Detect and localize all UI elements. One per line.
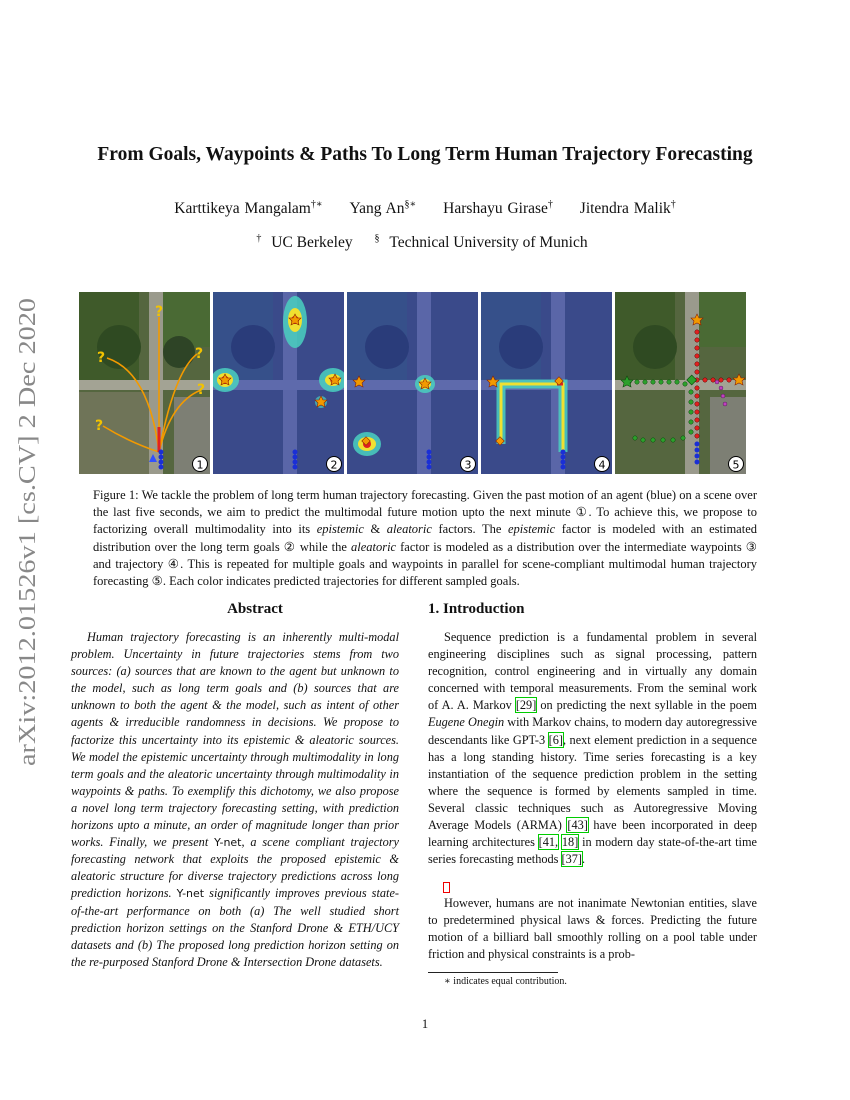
abstract-heading: Abstract <box>227 601 283 617</box>
arxiv-stamp-text: arXiv:2012.01526v1 [cs.CV] 2 Dec 2020 <box>14 360 41 766</box>
figure-caption: Figure 1: We tackle the problem of long term human trajectory forecasting. Given the past motion of an agent (blue) on a scene over the last five seconds, we aim to predict the multimodal future motion upto the next minute ①. To achieve this, we propose to factorizing overall multimodality into its epistemic & aleatoric factors. The epistemic factor is modeled with an estimated distribution over the long term goals ② while the aleatoric factor is modeled as a distribution over the intermediate waypoints ③ and trajectory ④. This is repeated for multiple goals and waypoints in parallel for scene-compliant multimodal human trajectory forecasting ⑤. Each color indicates predicted trajectories for different sampled goals. <box>93 488 757 589</box>
svg-text:2: 2 <box>330 458 338 472</box>
citation-link[interactable]: 18] <box>561 835 579 850</box>
svg-text:?: ? <box>195 346 204 362</box>
arxiv-identifier-stamp <box>2 290 46 770</box>
paper-title: From Goals, Waypoints & Paths To Long Term Human Trajectory Forecasting <box>97 144 753 165</box>
figure-panel-1 <box>79 292 210 474</box>
svg-text:?: ? <box>95 418 104 434</box>
author-list <box>40 199 810 218</box>
citation-link[interactable]: [43] <box>567 818 588 833</box>
svg-text:3: 3 <box>464 458 472 472</box>
section-heading-introduction: 1. Introduction <box>428 601 525 617</box>
svg-text:1: 1 <box>196 458 204 472</box>
citation-link[interactable]: [29] <box>515 698 537 713</box>
figure-panel-4 <box>481 292 612 474</box>
affiliation: § Technical University of Munich <box>374 233 588 252</box>
svg-text:4: 4 <box>598 458 606 472</box>
footnote: ∗ indicates equal contribution. <box>444 976 567 987</box>
figure-panel-3 <box>347 292 478 474</box>
abstract-body: Human trajectory forecasting is an inherently multi-modal problem. Uncertainty in future trajectories stems from two sources: (a) sources that are known to the agent but unknown to the model, such as long term goals and (b) sources that are unknown to both the agent & the model, such as intent of other agents & irreducible randomness in decisions. We propose to factorize this uncertainty into its epistemic & aleatoric sources. We model the epistemic uncertainty through multimodality in long term goals and the aleatoric uncertainty through multimodality in waypoints & paths. To exemplify this dichotomy, we also propose a novel long term trajectory forecasting setting, with prediction horizons upto a minute, an order of magnitude longer than prior works. Finally, we present Y-net, a scene compliant trajectory forecasting network that exploits the proposed epistemic & aleatoric structure for diverse trajectory predictions across long prediction horizons. Y-net significantly improves previous state-of-the-art performance on both (a) The well studied short prediction horizon settings on the Stanford Drone & ETH/UCY datasets and (b) The proposed long prediction horizon setting on the re-purposed Stanford Drone & Intersection Drone datasets. <box>71 630 399 969</box>
annotation-marker[interactable] <box>443 882 450 893</box>
svg-text:?: ? <box>197 382 206 398</box>
affiliation-list <box>40 233 810 252</box>
citation-link[interactable]: [37] <box>561 852 583 867</box>
footnote-divider <box>428 972 558 973</box>
intro-paragraph: Sequence prediction is a fundamental problem in several engineering disciplines such as signal processing, pattern recognition, control engineering and in virtually any domain concerned with temporal measurements. From the seminal work of A. A. Markov [29] on predicting the next syllable in the poem Eugene Onegin with Markov chains, to modern day autoregressive descendants like GPT-3 [6], next element prediction in a sequence has a long standing history. Time series forecasting is a key instantiation of the sequence prediction problem in the setting where the sequence is formed by elements sampled in time. Several classic techniques such as Autoregressive Moving Average Models (ARMA) [43] have been incorporated in deep learning architectures [41, 18] in modern day state-of-the-art time series forecasting methods [37]. <box>428 630 757 867</box>
author-name: Harshayu Girase† <box>443 199 553 218</box>
author-name: Jitendra Malik† <box>579 199 676 218</box>
figure-panel-2 <box>213 292 344 474</box>
citation-link[interactable]: [41, <box>538 835 559 850</box>
affiliation: † UC Berkeley <box>256 233 353 252</box>
author-name: Karttikeya Mangalam†∗ <box>174 199 323 218</box>
figure-panel-5 <box>615 292 746 474</box>
svg-text:?: ? <box>97 350 106 366</box>
svg-text:?: ? <box>155 304 164 320</box>
page-number: 1 <box>421 1017 429 1031</box>
author-name: Yang An§∗ <box>349 199 417 218</box>
svg-text:5: 5 <box>732 458 740 472</box>
citation-link[interactable]: [6] <box>548 732 563 747</box>
intro-paragraph: However, humans are not inanimate Newtonian entities, slave to predetermined physical laws & forces. Predicting the future motion of a billiard ball smoothly rolling on a pool table under friction and physical constraints is a prob- <box>428 896 757 962</box>
